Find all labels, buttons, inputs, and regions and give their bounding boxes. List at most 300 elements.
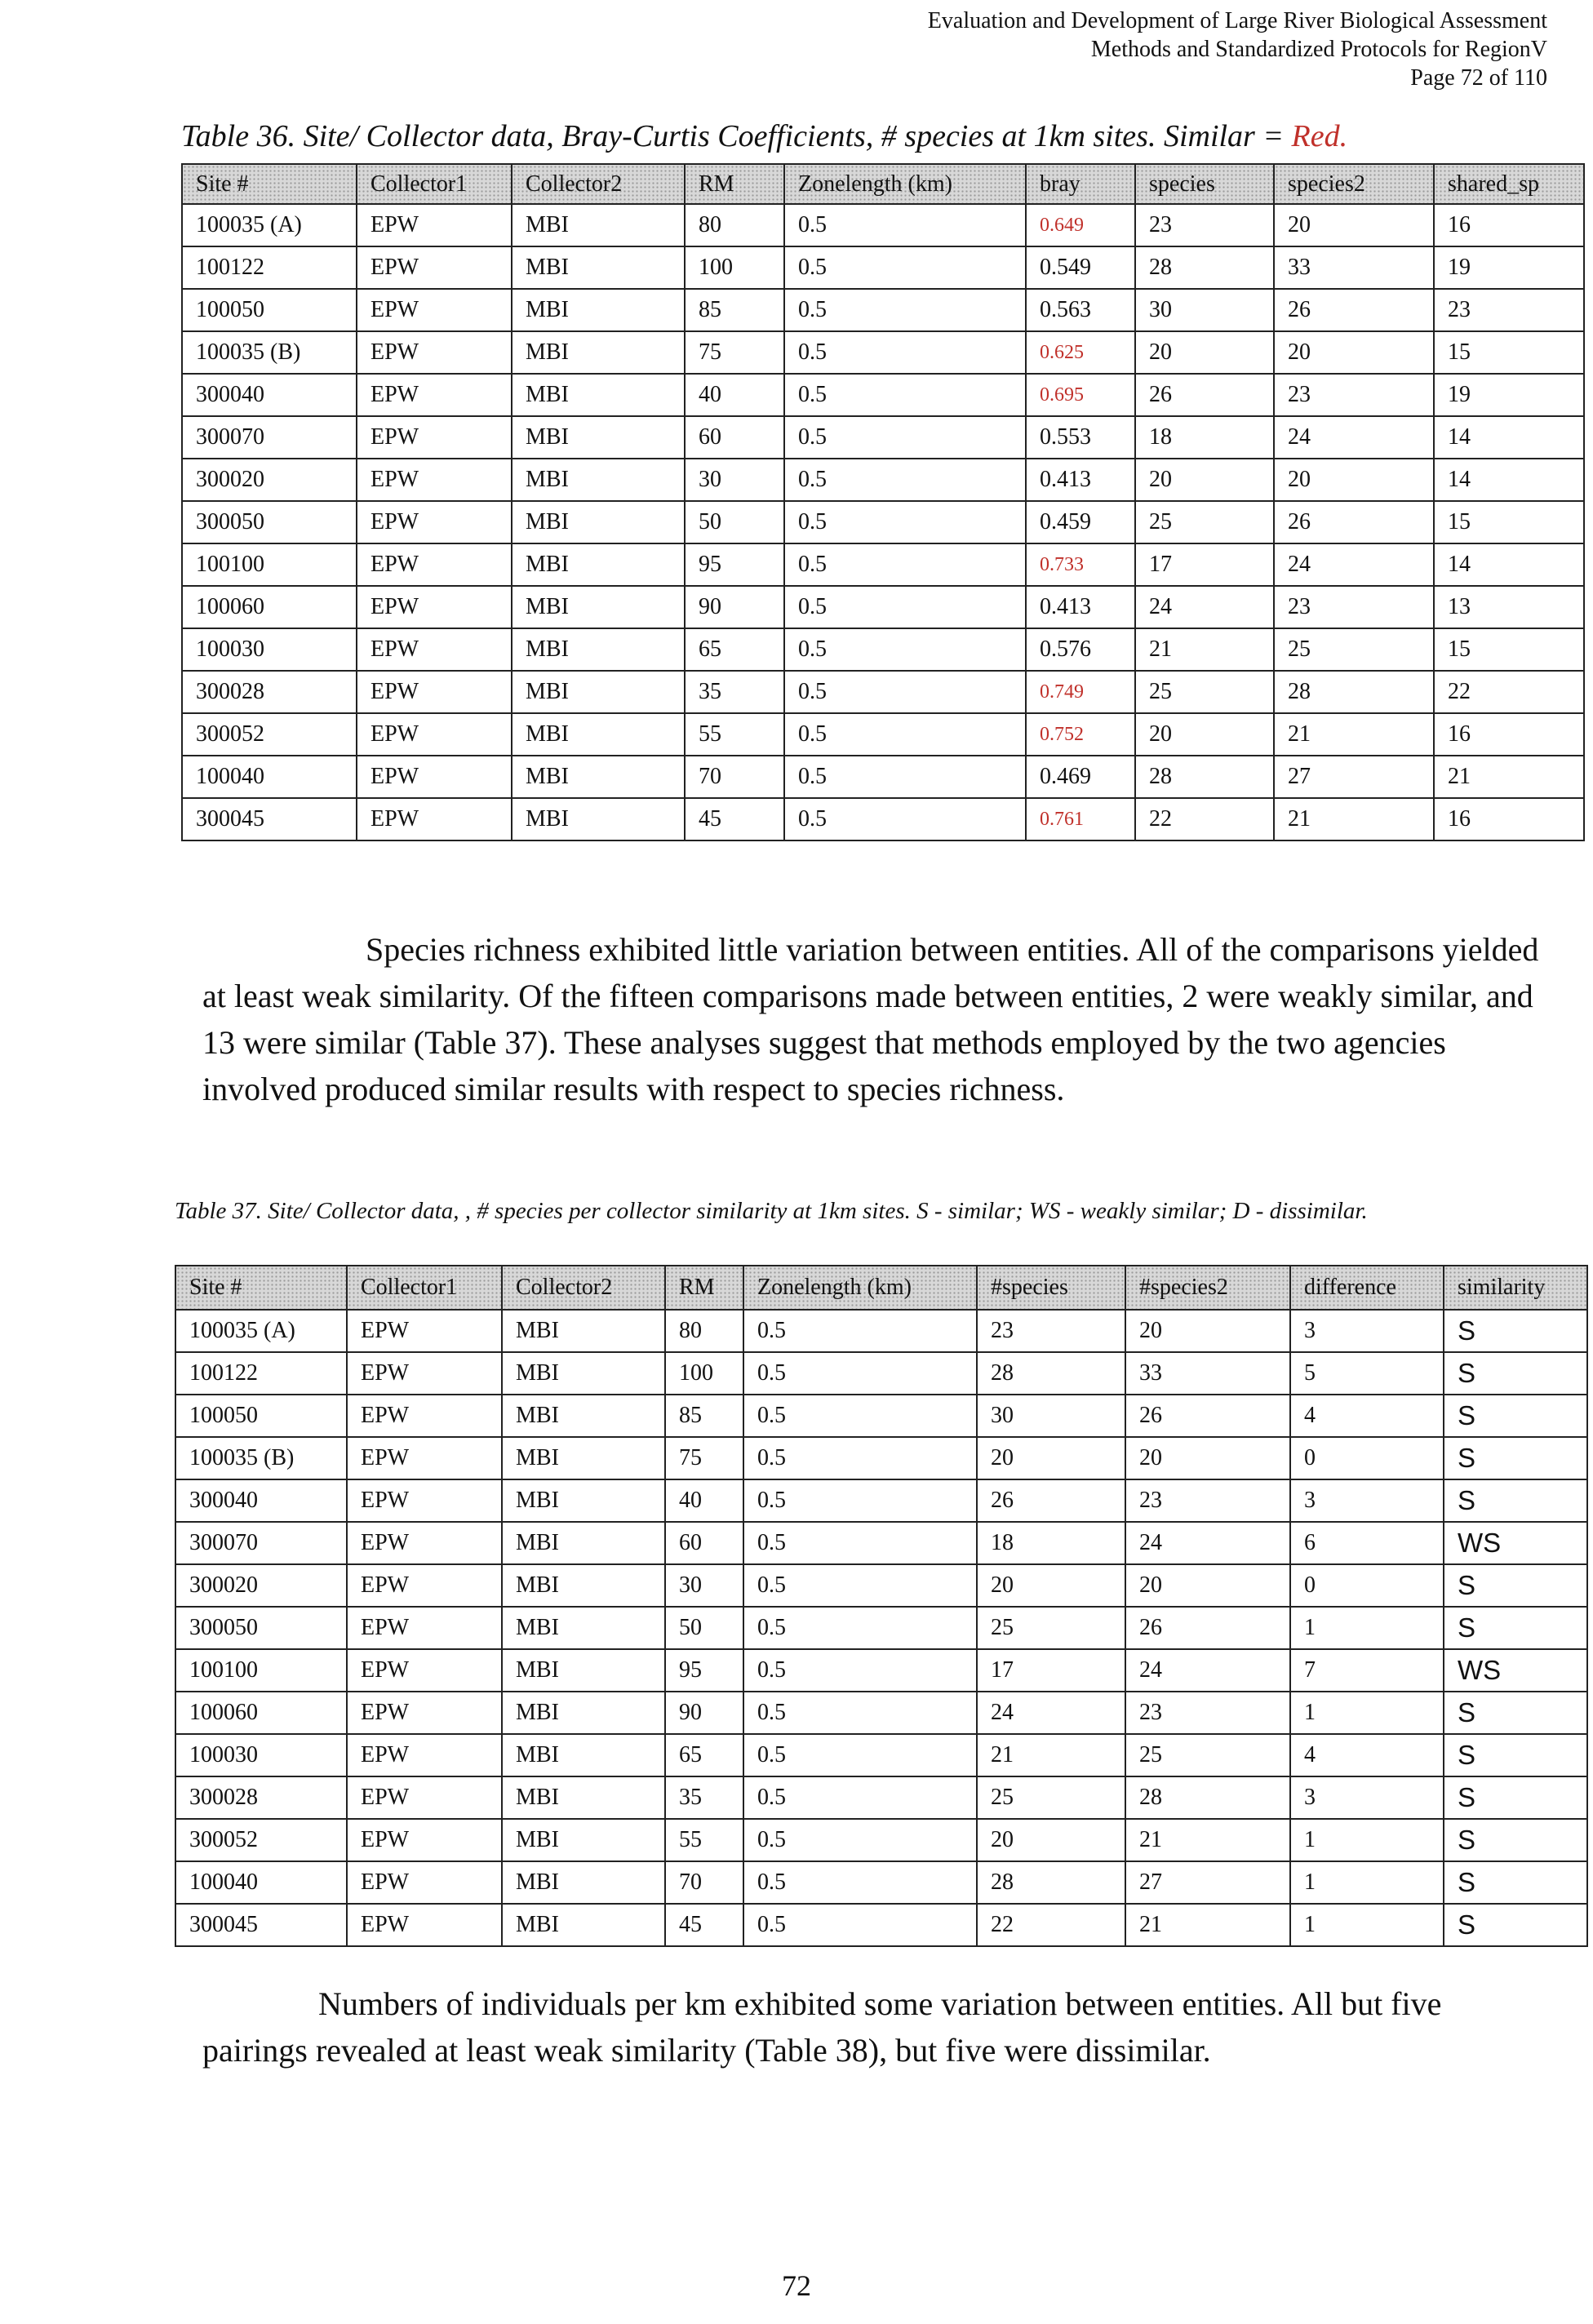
table-cell: 28 <box>1125 1776 1290 1819</box>
table-cell: 300045 <box>182 798 357 840</box>
table-row <box>175 1734 1587 1776</box>
table-row <box>175 1564 1587 1607</box>
table-cell: 300052 <box>175 1819 347 1861</box>
table-cell: 20 <box>977 1564 1125 1607</box>
table-cell: MBI <box>512 756 685 798</box>
table-cell: 22 <box>977 1904 1125 1946</box>
table-cell: 100100 <box>182 543 357 586</box>
table-cell: 23 <box>1125 1479 1290 1522</box>
table-cell: 1 <box>1290 1861 1444 1904</box>
table-cell: 0.413 <box>1026 586 1135 628</box>
table-cell: 16 <box>1434 204 1584 246</box>
table-cell: MBI <box>502 1395 665 1437</box>
table-cell: 300020 <box>182 459 357 501</box>
table-cell: 0.733 <box>1026 543 1135 586</box>
table-cell: 13 <box>1434 586 1584 628</box>
table-cell: 0.563 <box>1026 289 1135 331</box>
table-row <box>182 798 1584 840</box>
table-cell: EPW <box>347 1522 502 1564</box>
table-cell: 30 <box>665 1564 743 1607</box>
table-cell: 4 <box>1290 1395 1444 1437</box>
table-cell: S <box>1444 1607 1587 1649</box>
table-cell: 22 <box>1434 671 1584 713</box>
table-cell: 100050 <box>182 289 357 331</box>
table-cell: 40 <box>665 1479 743 1522</box>
table-cell: EPW <box>347 1310 502 1352</box>
table-cell: 23 <box>1125 1692 1290 1734</box>
table-cell: EPW <box>357 501 512 543</box>
table-cell: 14 <box>1434 543 1584 586</box>
table-cell: 100040 <box>182 756 357 798</box>
table-cell: 40 <box>685 374 784 416</box>
table-cell: 24 <box>977 1692 1125 1734</box>
table-cell: 0.553 <box>1026 416 1135 459</box>
table-cell: 14 <box>1434 416 1584 459</box>
table-cell: 0.5 <box>743 1904 977 1946</box>
table-cell: 0.5 <box>784 671 1026 713</box>
table-36-caption <box>181 118 1347 154</box>
table-cell: 1 <box>1290 1692 1444 1734</box>
table-cell: 18 <box>977 1522 1125 1564</box>
table-cell: 26 <box>1135 374 1274 416</box>
table-cell: 26 <box>1274 289 1434 331</box>
t36-column-header: Collector1 <box>357 164 512 204</box>
table-cell: MBI <box>512 628 685 671</box>
table-row <box>175 1776 1587 1819</box>
table-cell: 26 <box>1125 1395 1290 1437</box>
table-row <box>175 1310 1587 1352</box>
table-cell: 0.5 <box>743 1607 977 1649</box>
table-cell: 100035 (A) <box>182 204 357 246</box>
table-cell: 0 <box>1290 1437 1444 1479</box>
table-cell: 90 <box>665 1692 743 1734</box>
table-cell: 25 <box>1135 501 1274 543</box>
table-cell: S <box>1444 1395 1587 1437</box>
table-cell: MBI <box>502 1861 665 1904</box>
table-cell: 20 <box>977 1437 1125 1479</box>
table-cell: 0.5 <box>743 1861 977 1904</box>
table-cell: 0.5 <box>743 1310 977 1352</box>
table-cell: 100035 (B) <box>175 1437 347 1479</box>
table-cell: 27 <box>1125 1861 1290 1904</box>
table-cell: 100122 <box>175 1352 347 1395</box>
table-cell: 300028 <box>182 671 357 713</box>
table-row <box>182 374 1584 416</box>
table-cell: EPW <box>347 1819 502 1861</box>
table-cell: 100060 <box>182 586 357 628</box>
table-cell: MBI <box>502 1564 665 1607</box>
table-cell: 26 <box>1274 501 1434 543</box>
table-cell: 24 <box>1125 1649 1290 1692</box>
table-cell: 1 <box>1290 1904 1444 1946</box>
table-cell: MBI <box>502 1522 665 1564</box>
t36-column-header: species <box>1135 164 1274 204</box>
table-cell: MBI <box>502 1776 665 1819</box>
table-cell: 0.5 <box>784 713 1026 756</box>
table-37-caption: Table 37. Site/ Collector data, , # species per collector similarity at 1km sites. S - similar; WS - weakly similar; D - dissimilar. <box>175 1198 1368 1224</box>
table-cell: 19 <box>1434 246 1584 289</box>
table-cell: S <box>1444 1734 1587 1776</box>
table-cell: 0.413 <box>1026 459 1135 501</box>
page-header <box>928 7 1547 92</box>
table-cell: 20 <box>1125 1564 1290 1607</box>
table-cell: 0.459 <box>1026 501 1135 543</box>
table-cell: 0.5 <box>743 1522 977 1564</box>
t37-column-header: Zonelength (km) <box>743 1266 977 1310</box>
table-cell: 0.5 <box>784 204 1026 246</box>
table-cell: 85 <box>685 289 784 331</box>
table-cell: 300052 <box>182 713 357 756</box>
table-cell: 15 <box>1434 331 1584 374</box>
table-cell: 0.549 <box>1026 246 1135 289</box>
table-cell: 95 <box>685 543 784 586</box>
table-cell: 14 <box>1434 459 1584 501</box>
page-number: 72 <box>782 2269 811 2302</box>
table-cell: MBI <box>512 246 685 289</box>
table-cell: 21 <box>1135 628 1274 671</box>
table-row <box>175 1395 1587 1437</box>
table-cell: 30 <box>1135 289 1274 331</box>
table-row <box>182 713 1584 756</box>
table-cell: 0.749 <box>1026 671 1135 713</box>
table-cell: EPW <box>347 1564 502 1607</box>
table-cell: MBI <box>512 204 685 246</box>
table-cell: 85 <box>665 1395 743 1437</box>
table-cell: 23 <box>1274 374 1434 416</box>
table-row <box>182 246 1584 289</box>
table-cell: EPW <box>357 671 512 713</box>
table-row <box>175 1479 1587 1522</box>
table-row <box>182 501 1584 543</box>
table-cell: 0.5 <box>743 1479 977 1522</box>
table-cell: 28 <box>977 1352 1125 1395</box>
table-cell: 300028 <box>175 1776 347 1819</box>
paragraph-individuals-per-km: Numbers of individuals per km exhibited some variation between entities. All but five pairings revealed at least weak similarity (Table 38), but five were dissimilar. <box>202 1985 1442 2069</box>
table-cell: 23 <box>1274 586 1434 628</box>
table-cell: 26 <box>1125 1607 1290 1649</box>
table-cell: MBI <box>512 798 685 840</box>
table-row <box>175 1904 1587 1946</box>
table-cell: 28 <box>1135 756 1274 798</box>
table-cell: EPW <box>357 289 512 331</box>
table-cell: 0.695 <box>1026 374 1135 416</box>
table-cell: S <box>1444 1352 1587 1395</box>
table-cell: EPW <box>357 628 512 671</box>
table-cell: S <box>1444 1310 1587 1352</box>
table-cell: 300040 <box>175 1479 347 1522</box>
table-cell: MBI <box>502 1352 665 1395</box>
table-cell: 0.5 <box>784 798 1026 840</box>
table-row <box>182 756 1584 798</box>
table-cell: EPW <box>357 246 512 289</box>
table-cell: 70 <box>685 756 784 798</box>
table-cell: 300050 <box>175 1607 347 1649</box>
table-cell: 23 <box>1135 204 1274 246</box>
table-36-body <box>182 204 1584 840</box>
table-cell: 16 <box>1434 713 1584 756</box>
table-cell: S <box>1444 1776 1587 1819</box>
table-cell: 100030 <box>175 1734 347 1776</box>
table-cell: EPW <box>357 543 512 586</box>
table-cell: 18 <box>1135 416 1274 459</box>
table-cell: MBI <box>512 713 685 756</box>
t37-column-header: Site # <box>175 1266 347 1310</box>
table-cell: 6 <box>1290 1522 1444 1564</box>
table-cell: EPW <box>347 1649 502 1692</box>
table-cell: 0.5 <box>784 628 1026 671</box>
t36-column-header: Collector2 <box>512 164 685 204</box>
t37-column-header: #species <box>977 1266 1125 1310</box>
table-37 <box>175 1265 1588 1947</box>
table-cell: 1 <box>1290 1607 1444 1649</box>
table-cell: 100050 <box>175 1395 347 1437</box>
table-cell: 0.752 <box>1026 713 1135 756</box>
table-row <box>182 586 1584 628</box>
table-cell: 20 <box>1135 331 1274 374</box>
table-cell: EPW <box>347 1861 502 1904</box>
table-cell: 300070 <box>175 1522 347 1564</box>
table-cell: 0.5 <box>784 416 1026 459</box>
table-cell: MBI <box>502 1649 665 1692</box>
table-cell: 300070 <box>182 416 357 459</box>
table-36-header-row <box>182 164 1584 204</box>
t37-column-header: Collector2 <box>502 1266 665 1310</box>
table-row <box>182 671 1584 713</box>
table-cell: 55 <box>685 713 784 756</box>
table-cell: 3 <box>1290 1776 1444 1819</box>
table-cell: MBI <box>502 1692 665 1734</box>
table-cell: 55 <box>665 1819 743 1861</box>
table-cell: EPW <box>357 459 512 501</box>
table-row <box>175 1437 1587 1479</box>
table-row <box>175 1352 1587 1395</box>
table-cell: 300040 <box>182 374 357 416</box>
table-cell: EPW <box>347 1692 502 1734</box>
table-cell: MBI <box>512 543 685 586</box>
table-cell: 100 <box>685 246 784 289</box>
table-cell: 60 <box>665 1522 743 1564</box>
table-cell: 19 <box>1434 374 1584 416</box>
table-cell: 20 <box>1135 459 1274 501</box>
table-cell: 0.5 <box>743 1776 977 1819</box>
table-cell: 0.5 <box>743 1437 977 1479</box>
table-row <box>175 1522 1587 1564</box>
table-cell: EPW <box>357 756 512 798</box>
table-cell: 20 <box>1274 331 1434 374</box>
table-cell: 95 <box>665 1649 743 1692</box>
table-cell: 25 <box>977 1776 1125 1819</box>
table-cell: 23 <box>977 1310 1125 1352</box>
table-cell: 0.5 <box>743 1564 977 1607</box>
table-cell: MBI <box>502 1904 665 1946</box>
table-cell: 30 <box>685 459 784 501</box>
header-page-indicator: Page 72 of 110 <box>1410 65 1547 91</box>
table-cell: 24 <box>1125 1522 1290 1564</box>
table-cell: 23 <box>1434 289 1584 331</box>
table-row <box>182 416 1584 459</box>
table-cell: EPW <box>347 1904 502 1946</box>
table-cell: 0.5 <box>743 1649 977 1692</box>
table-cell: 50 <box>665 1607 743 1649</box>
t36-column-header: shared_sp <box>1434 164 1584 204</box>
table-cell: 25 <box>1135 671 1274 713</box>
table-row <box>182 628 1584 671</box>
table-cell: 16 <box>1434 798 1584 840</box>
table-cell: 0.5 <box>784 246 1026 289</box>
table-row <box>175 1607 1587 1649</box>
table-cell: 4 <box>1290 1734 1444 1776</box>
table-cell: MBI <box>502 1819 665 1861</box>
table-cell: 20 <box>1125 1437 1290 1479</box>
table-cell: 0.5 <box>784 543 1026 586</box>
table-cell: MBI <box>512 289 685 331</box>
table-cell: 0.5 <box>784 374 1026 416</box>
table-cell: 300045 <box>175 1904 347 1946</box>
table-cell: 75 <box>665 1437 743 1479</box>
t36-column-header: bray <box>1026 164 1135 204</box>
table-cell: 0.5 <box>743 1734 977 1776</box>
table-cell: MBI <box>512 416 685 459</box>
table-cell: 300050 <box>182 501 357 543</box>
table-cell: 0.5 <box>784 586 1026 628</box>
table-cell: S <box>1444 1819 1587 1861</box>
table-row <box>175 1819 1587 1861</box>
table-cell: 0.469 <box>1026 756 1135 798</box>
table-cell: 100035 (B) <box>182 331 357 374</box>
table-cell: MBI <box>512 671 685 713</box>
table-cell: EPW <box>357 374 512 416</box>
table-cell: 21 <box>1274 713 1434 756</box>
table-cell: 21 <box>1274 798 1434 840</box>
table-cell: 100030 <box>182 628 357 671</box>
table-cell: 28 <box>977 1861 1125 1904</box>
table-cell: 15 <box>1434 501 1584 543</box>
t37-column-header: RM <box>665 1266 743 1310</box>
table-cell: MBI <box>502 1734 665 1776</box>
table-cell: 25 <box>1125 1734 1290 1776</box>
table-cell: EPW <box>357 713 512 756</box>
table-cell: 17 <box>977 1649 1125 1692</box>
table-cell: 26 <box>977 1479 1125 1522</box>
table-cell: EPW <box>347 1734 502 1776</box>
table-cell: S <box>1444 1564 1587 1607</box>
t36-column-header: RM <box>685 164 784 204</box>
table-cell: 7 <box>1290 1649 1444 1692</box>
table-cell: 65 <box>665 1734 743 1776</box>
table-cell: 20 <box>1135 713 1274 756</box>
table-cell: EPW <box>347 1776 502 1819</box>
table-cell: 100100 <box>175 1649 347 1692</box>
table-cell: 0.5 <box>784 501 1026 543</box>
table-cell: 45 <box>685 798 784 840</box>
table-cell: 25 <box>1274 628 1434 671</box>
table-cell: 75 <box>685 331 784 374</box>
table-row <box>182 543 1584 586</box>
table-cell: 50 <box>685 501 784 543</box>
table-cell: 28 <box>1135 246 1274 289</box>
table-37-header-row <box>175 1266 1587 1310</box>
table-cell: 0.649 <box>1026 204 1135 246</box>
table-cell: 20 <box>1274 459 1434 501</box>
table-36 <box>181 163 1585 841</box>
table-cell: MBI <box>512 501 685 543</box>
table-cell: 25 <box>977 1607 1125 1649</box>
table-cell: MBI <box>502 1607 665 1649</box>
table-cell: MBI <box>512 586 685 628</box>
table-cell: MBI <box>512 459 685 501</box>
table-cell: EPW <box>347 1607 502 1649</box>
table-cell: 100035 (A) <box>175 1310 347 1352</box>
table-cell: EPW <box>357 416 512 459</box>
table-cell: 100040 <box>175 1861 347 1904</box>
table-cell: 100 <box>665 1352 743 1395</box>
table-37-body <box>175 1310 1587 1946</box>
table-cell: 300020 <box>175 1564 347 1607</box>
t37-column-header: Collector1 <box>347 1266 502 1310</box>
table-cell: 21 <box>1434 756 1584 798</box>
table-cell: 24 <box>1135 586 1274 628</box>
header-title-line2: Methods and Standardized Protocols for RegionV <box>1090 37 1547 62</box>
table-cell: 28 <box>1274 671 1434 713</box>
table-cell: EPW <box>357 798 512 840</box>
table-row <box>175 1861 1587 1904</box>
table-cell: 20 <box>977 1819 1125 1861</box>
t36-column-header: Site # <box>182 164 357 204</box>
table-cell: 17 <box>1135 543 1274 586</box>
table-cell: 0.5 <box>784 289 1026 331</box>
t36-column-header: species2 <box>1274 164 1434 204</box>
table-cell: 24 <box>1274 416 1434 459</box>
table-cell: 0.5 <box>784 459 1026 501</box>
table-cell: 80 <box>685 204 784 246</box>
table-cell: 0.576 <box>1026 628 1135 671</box>
table-36-caption-red: Red. <box>1291 119 1348 153</box>
table-cell: 0.625 <box>1026 331 1135 374</box>
table-cell: 33 <box>1274 246 1434 289</box>
table-36-caption-text: Table 36. Site/ Collector data, Bray-Curtis Coefficients, # species at 1km sites. Similar = <box>181 119 1292 153</box>
table-cell: 22 <box>1135 798 1274 840</box>
table-cell: 0.5 <box>743 1819 977 1861</box>
table-cell: 80 <box>665 1310 743 1352</box>
t37-column-header: similarity <box>1444 1266 1587 1310</box>
table-cell: 0.5 <box>784 756 1026 798</box>
t37-column-header: difference <box>1290 1266 1444 1310</box>
table-row <box>182 204 1584 246</box>
t36-column-header: Zonelength (km) <box>784 164 1026 204</box>
table-cell: MBI <box>502 1437 665 1479</box>
table-cell: S <box>1444 1904 1587 1946</box>
table-cell: EPW <box>347 1437 502 1479</box>
table-cell: EPW <box>347 1479 502 1522</box>
table-cell: 45 <box>665 1904 743 1946</box>
table-cell: 70 <box>665 1861 743 1904</box>
table-row <box>182 459 1584 501</box>
table-cell: 65 <box>685 628 784 671</box>
table-cell: WS <box>1444 1522 1587 1564</box>
table-cell: 35 <box>665 1776 743 1819</box>
table-cell: WS <box>1444 1649 1587 1692</box>
table-cell: 21 <box>1125 1819 1290 1861</box>
t37-column-header: #species2 <box>1125 1266 1290 1310</box>
table-cell: 60 <box>685 416 784 459</box>
table-row <box>175 1649 1587 1692</box>
table-row <box>175 1692 1587 1734</box>
table-cell: 33 <box>1125 1352 1290 1395</box>
table-cell: 20 <box>1274 204 1434 246</box>
table-cell: 35 <box>685 671 784 713</box>
table-cell: EPW <box>347 1352 502 1395</box>
table-cell: 0.5 <box>784 331 1026 374</box>
